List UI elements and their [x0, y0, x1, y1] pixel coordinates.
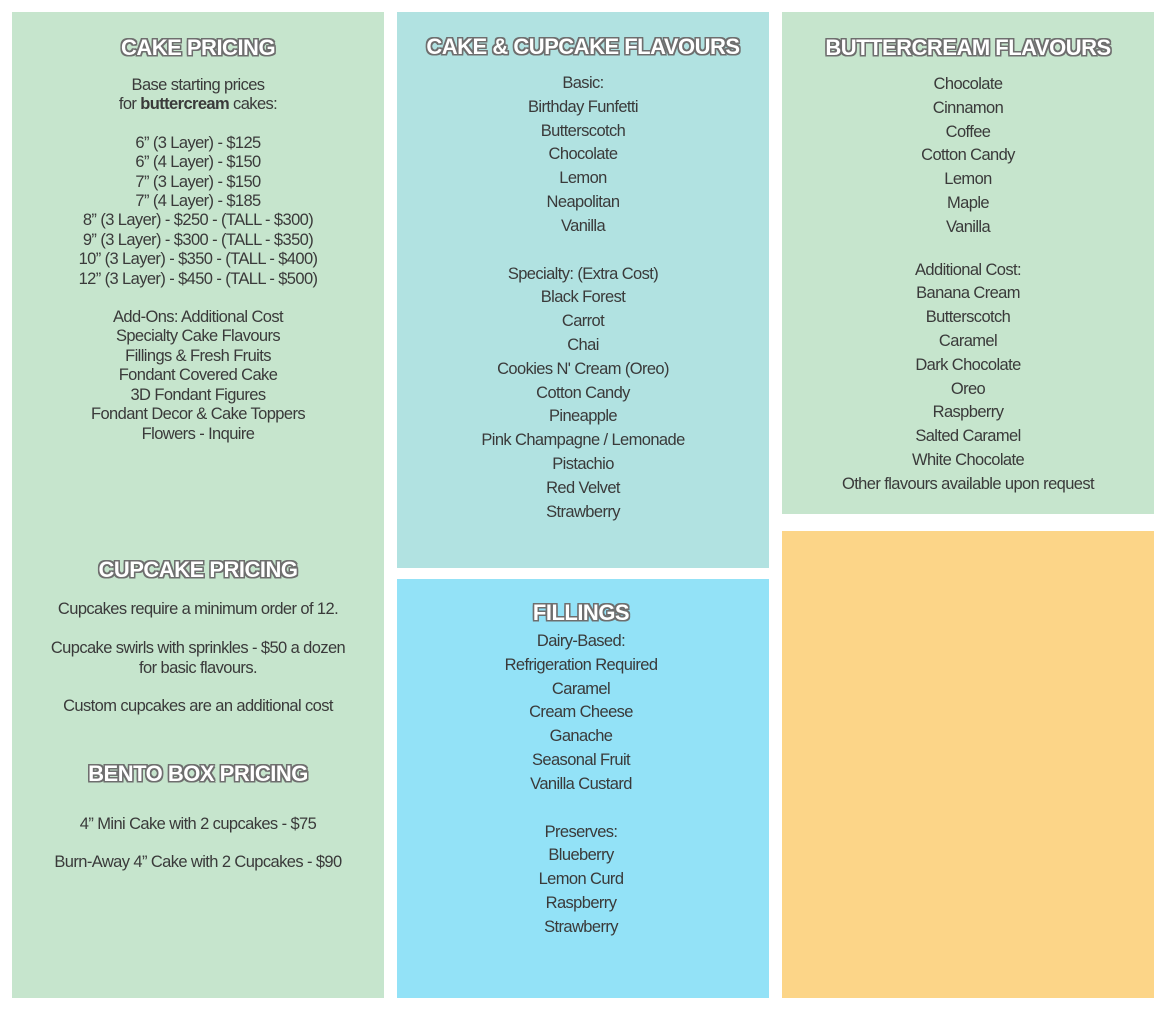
flavour-item: Neapolitan: [546, 192, 620, 211]
flavour-item: Caramel: [938, 331, 998, 350]
price-item: 9” (3 Layer) - $300 - (TALL - $350): [82, 230, 314, 249]
flavour-item: Red Velvet: [546, 478, 620, 497]
intro-bold: buttercream: [140, 95, 230, 114]
cupcake-swirls-line-2: for basic flavours.: [139, 658, 257, 677]
flavour-item: Dark Chocolate: [915, 355, 1021, 374]
price-item: 6” (4 Layer) - $150: [135, 153, 261, 172]
addon-item: Fondant Covered Cake: [118, 366, 278, 385]
addon-item: Specialty Cake Flavours: [115, 327, 281, 346]
filling-item: Lemon Curd: [538, 870, 624, 889]
flavour-item: Oreo: [950, 379, 986, 398]
intro-line-2: [12, 95, 384, 114]
flavour-item: Pistachio: [552, 454, 614, 473]
flavour-item: Lemon: [944, 170, 992, 189]
flavour-item: Raspberry: [932, 403, 1004, 422]
addon-item: Flowers - Inquire: [141, 424, 255, 443]
custom-cupcakes-note: Custom cupcakes are an additional cost: [63, 697, 333, 715]
flavour-item: Cookies N' Cream (Oreo): [497, 359, 669, 378]
filling-item: Preserves:: [544, 822, 618, 841]
cupcake-swirls: [12, 639, 384, 678]
filling-item: Raspberry: [545, 893, 617, 912]
flavour-item: Vanilla: [945, 217, 991, 236]
cake-pricing-title: CAKE PRICING: [120, 35, 276, 60]
flavour-item: Pink Champagne / Lemonade: [481, 431, 685, 450]
cake-price-list: [12, 134, 384, 289]
cupcake-pricing-title: CUPCAKE PRICING: [98, 557, 298, 582]
filling-item: Strawberry: [544, 917, 618, 936]
cake-flavours-panel: [397, 12, 769, 568]
addon-item: Add-Ons: Additional Cost: [113, 308, 283, 327]
flavour-item: Basic:: [562, 74, 604, 92]
fillings-title: FILLINGS: [532, 600, 630, 625]
cake-flavours-title: CAKE & CUPCAKE FLAVOURS: [426, 34, 740, 59]
addon-item: 3D Fondant Figures: [130, 385, 266, 404]
flavour-item: Pineapple: [549, 407, 617, 426]
flavour-item: Maple: [947, 193, 989, 212]
bento-item: Burn-Away 4” Cake with 2 Cupcakes - $90: [54, 853, 342, 871]
filling-item: Caramel: [551, 679, 611, 698]
flavour-item: Vanilla: [560, 216, 606, 235]
decorative-block: [782, 531, 1154, 998]
buttercream-title: BUTTERCREAM FLAVOURS: [825, 35, 1111, 60]
flavour-item: Chocolate: [548, 145, 618, 164]
filling-item: Seasonal Fruit: [532, 750, 630, 769]
flavour-note: Other flavours available upon request: [841, 474, 1095, 493]
dairy-fillings-list: [397, 630, 765, 797]
filling-item: Dairy-Based:: [536, 632, 626, 650]
flavour-item: Cotton Candy: [921, 146, 1015, 165]
intro-prefix: for: [118, 95, 141, 114]
bento-pricing-title: BENTO BOX PRICING: [88, 761, 308, 786]
intro-suffix: cakes:: [229, 95, 278, 114]
flavour-item: Chocolate: [933, 75, 1003, 93]
filling-item: Vanilla Custard: [530, 774, 632, 793]
filling-item: Ganache: [549, 727, 613, 746]
flavour-item: Strawberry: [546, 502, 620, 521]
price-item: 10” (3 Layer) - $350 - (TALL - $400): [78, 250, 318, 269]
flavour-item: Carrot: [561, 312, 605, 331]
preserves-list: [397, 821, 765, 940]
pricing-panel: [12, 12, 384, 998]
buttercream-panel: [782, 12, 1154, 514]
flavour-item: Additional Cost:: [915, 260, 1021, 279]
flavour-item: Cinnamon: [932, 98, 1004, 117]
basic-flavours-list: [397, 72, 769, 239]
filling-item: Refrigeration Required: [504, 655, 658, 674]
fillings-panel: [397, 579, 769, 998]
cake-pricing-intro: [12, 76, 384, 115]
flavour-item: Black Forest: [540, 288, 626, 307]
flavour-item: Salted Caramel: [915, 427, 1021, 446]
price-item: 7” (4 Layer) - $185: [135, 192, 261, 211]
addon-item: Fondant Decor & Cake Toppers: [90, 405, 306, 424]
price-item: 6” (3 Layer) - $125: [135, 133, 261, 152]
flavour-item: Specialty: (Extra Cost): [507, 264, 659, 283]
bento-item: 4” Mini Cake with 2 cupcakes - $75: [79, 815, 317, 833]
flavour-item: Lemon: [559, 169, 607, 188]
flavour-item: Chai: [567, 335, 599, 354]
filling-item: Cream Cheese: [529, 703, 633, 722]
flavour-item: Banana Cream: [916, 284, 1020, 303]
price-item: 8” (3 Layer) - $250 - (TALL - $300): [82, 211, 314, 230]
cupcake-swirls-line-1: Cupcake swirls with sprinkles - $50 a dozen: [50, 639, 346, 657]
price-item: 7” (3 Layer) - $150: [135, 172, 261, 191]
flavour-item: Cotton Candy: [536, 383, 630, 402]
buttercream-basic-list: [782, 73, 1154, 240]
flavour-item: Birthday Funfetti: [528, 97, 638, 116]
addons-list: [12, 308, 384, 444]
flavour-item: Coffee: [945, 122, 991, 141]
flavour-item: Butterscotch: [925, 308, 1011, 327]
flavour-item: Butterscotch: [540, 121, 626, 140]
addon-item: Fillings & Fresh Fruits: [125, 346, 271, 365]
flavour-item: White Chocolate: [911, 450, 1025, 469]
intro-line-1: Base starting prices: [131, 76, 265, 94]
filling-item: Blueberry: [548, 846, 614, 865]
specialty-flavours-list: [397, 263, 769, 525]
buttercream-additional-list: [782, 259, 1154, 497]
price-item: 12” (3 Layer) - $450 - (TALL - $500): [78, 269, 318, 288]
cupcake-min-order: Cupcakes require a minimum order of 12.: [57, 600, 339, 618]
